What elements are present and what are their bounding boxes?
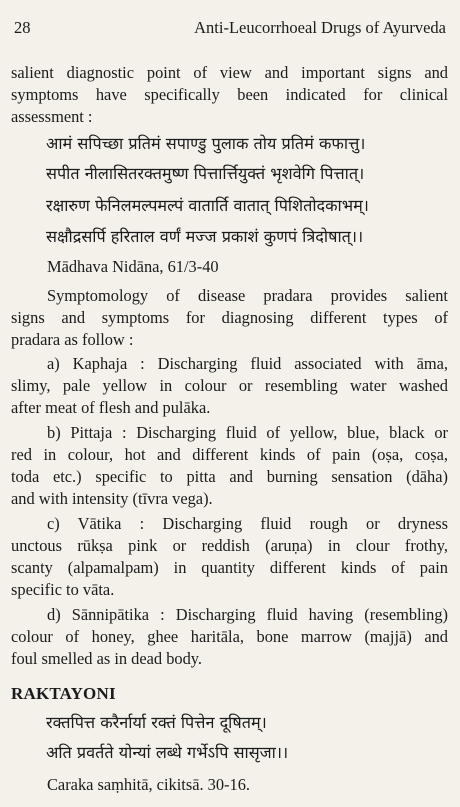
sanskrit-verse-line: रक्षारुण फेनिलमल्पमल्पं वातार्ति वातात् पिशितोदकाभम्। — [46, 196, 369, 215]
vatika-paragraph — [11, 513, 448, 601]
sanskrit-verse-line: रक्तपित्त करैर्नार्या रक्तं पित्तेन दूषितम्। — [46, 713, 267, 732]
text-line: b) Pittaja : Discharging fluid of yellow, blue, black or — [47, 423, 448, 442]
running-title: Anti-Leucorrhoeal Drugs of Ayurveda — [194, 18, 446, 37]
text-line: toda etc.) specific to pitta and burning sensation (dāha) — [11, 467, 448, 486]
text-line: specific to vāta. — [11, 580, 115, 599]
text-line: foul smelled as in dead body. — [11, 649, 203, 668]
text-line: c) Vātika : Discharging fluid rough or dryness — [47, 514, 448, 533]
kaphaja-paragraph — [11, 353, 448, 419]
text-line: assessment : — [11, 107, 93, 126]
text-line: signs and symptoms for diagnosing different types of — [11, 308, 448, 327]
text-line: slimy, pale yellow in colour or resembling water washed — [11, 376, 448, 395]
running-header — [14, 18, 446, 38]
text-line: red in colour, hot and different kinds of pain (oṣa, coṣa, — [11, 445, 448, 464]
text-line: d) Sānnipātika : Discharging fluid having (resembling) — [47, 605, 448, 624]
section-heading: RAKTAYONI — [11, 684, 116, 703]
text-line: symptoms have specifically been indicated for clinical — [11, 85, 448, 104]
pittaja-paragraph — [11, 422, 448, 510]
sanskrit-verse-line: अति प्रवर्तते योन्यां लब्धे गर्भेऽपि सासृजा।। — [46, 743, 289, 762]
text-line: and with intensity (tīvra vega). — [11, 489, 213, 508]
verse-source-citation: Mādhava Nidāna, 61/3-40 — [47, 257, 219, 276]
text-line: a) Kaphaja : Discharging fluid associated with āma, — [47, 354, 448, 373]
verse-source-citation: Caraka saṃhitā, cikitsā. 30-16. — [47, 775, 251, 794]
sanskrit-verse-line: सक्षौद्रसर्पि हरिताल वर्णं मज्ज प्रकाशं कुणपं त्रिदोषात्।। — [46, 227, 364, 246]
text-line: salient diagnostic point of view and important signs and — [11, 63, 448, 82]
text-line: colour of honey, ghee haritāla, bone marrow (majjā) and — [11, 627, 448, 646]
text-line: unctous rūkṣa pink or reddish (aruṇa) in clour frothy, — [11, 536, 448, 555]
sanskrit-verse-line: सपीत नीलासितरक्तमुष्ण पित्तार्त्तियुक्तं भृशवेगि पित्तात्। — [46, 164, 365, 183]
text-line: scanty (alpamalpam) in quantity different kinds of pain — [11, 558, 448, 577]
text-line: after meat of flesh and pulāka. — [11, 398, 211, 417]
sanskrit-verse-line: आमं सपिच्छा प्रतिमं सपाण्डु पुलाक तोय प्रतिमं कफात्तु। — [46, 134, 366, 153]
symptomology-paragraph — [11, 285, 448, 351]
page-number: 28 — [14, 18, 31, 37]
sannipatika-paragraph — [11, 604, 448, 670]
text-line: Symptomology of disease pradara provides salient — [47, 286, 448, 305]
text-line: pradara as follow : — [11, 330, 134, 349]
intro-paragraph — [11, 62, 448, 128]
